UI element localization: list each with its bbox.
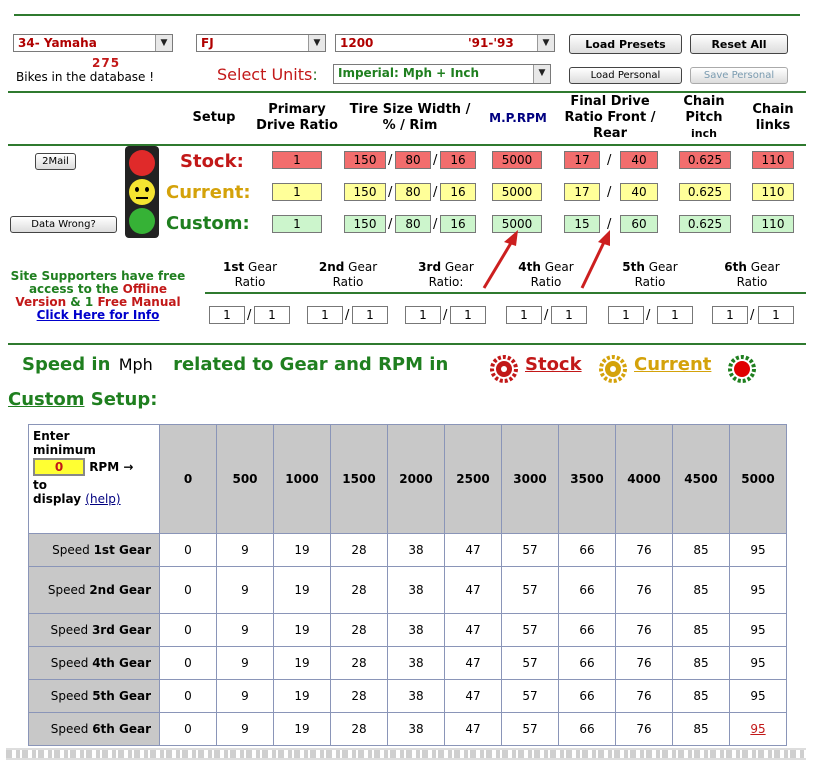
slash: / — [433, 185, 438, 200]
display-row — [33, 492, 155, 506]
bikes-in-database-label: Bikes in the database ! — [16, 70, 155, 84]
speed-title-setup: Setup: — [90, 389, 158, 410]
speed-cell: 38 — [388, 647, 445, 680]
gear-row-label — [29, 713, 160, 746]
rpm-header: 3500 — [559, 425, 616, 534]
gear-row-gear: 3rd Gear — [91, 623, 151, 637]
current-primary[interactable]: 1 — [272, 183, 322, 201]
current-front[interactable]: 17 — [564, 183, 600, 201]
speed-cell: 38 — [388, 567, 445, 614]
supporters-note — [8, 270, 188, 322]
gear-row-prefix: Speed — [47, 583, 90, 597]
current-gear-icon[interactable] — [599, 355, 627, 383]
gear4-ratio-b[interactable]: 1 — [551, 306, 587, 324]
rpm-header: 5000 — [730, 425, 787, 534]
stock-tire-rim[interactable]: 16 — [440, 151, 476, 169]
gear-rule — [205, 292, 806, 294]
slash: / — [607, 153, 612, 168]
gear-header-1 — [210, 260, 290, 290]
speed-cell: 0 — [160, 680, 217, 713]
speed-cell: 38 — [388, 713, 445, 746]
supporters-manual: Free Manual — [97, 295, 181, 309]
current-rpm[interactable]: 5000 — [492, 183, 542, 201]
gear3-ratio-a[interactable]: 1 — [405, 306, 441, 324]
speed-cell: 9 — [217, 647, 274, 680]
speed-cell: 57 — [502, 680, 559, 713]
units-select[interactable] — [333, 64, 551, 84]
custom-rpm[interactable]: 5000 — [492, 215, 542, 233]
speed-cell: 9 — [217, 680, 274, 713]
speed-title-w1: Speed in — [22, 354, 111, 375]
gear-word: Gear — [648, 260, 678, 274]
gear-word: Gear — [544, 260, 574, 274]
row-label-current: Current: — [166, 182, 251, 203]
speed-cell: 28 — [331, 567, 388, 614]
help-link[interactable]: (help) — [85, 492, 121, 506]
speed-cell: 0 — [160, 614, 217, 647]
speed-cell: 47 — [445, 713, 502, 746]
model-select-value: FJ — [201, 36, 214, 50]
stock-link[interactable]: Stock — [525, 354, 582, 375]
rpm-arrow-label: RPM → — [89, 460, 134, 474]
gear-num: 1st — [222, 260, 245, 274]
stock-primary[interactable]: 1 — [272, 151, 322, 169]
stock-pitch[interactable]: 0.625 — [679, 151, 731, 169]
speed-cell: 57 — [502, 614, 559, 647]
speed-cell: 0 — [160, 647, 217, 680]
speed-cell: 76 — [616, 713, 673, 746]
speed-cell: 28 — [331, 713, 388, 746]
speed-cell: 85 — [673, 534, 730, 567]
rpm-header: 3000 — [502, 425, 559, 534]
speed-cell: 76 — [616, 534, 673, 567]
slash: / — [433, 217, 438, 232]
header-pitch — [674, 94, 734, 142]
make-select[interactable] — [13, 34, 173, 52]
gear3-ratio-b[interactable]: 1 — [450, 306, 486, 324]
speed-cell: 19 — [274, 713, 331, 746]
row-label-custom: Custom: — [166, 213, 250, 234]
gear-header-2 — [308, 260, 388, 290]
gear-sub: Ratio — [530, 275, 562, 289]
speed-cell: 95 — [730, 567, 787, 614]
stock-rear[interactable]: 40 — [620, 151, 658, 169]
year-select-cc: 1200 — [340, 36, 374, 50]
select-units-colon: : — [312, 65, 318, 84]
table-header-row — [29, 425, 787, 534]
header-pitch-unit: inch — [691, 127, 717, 140]
gear-num: 3rd — [418, 260, 442, 274]
stock-rpm[interactable]: 5000 — [492, 151, 542, 169]
gear-sub: Ratio: — [428, 275, 464, 289]
speed-cell: 47 — [445, 567, 502, 614]
header-tire: Tire Size Width / % / Rim — [349, 102, 471, 133]
rpm-header: 0 — [160, 425, 217, 534]
speed-cell: 76 — [616, 647, 673, 680]
speed-cell: 95 — [730, 534, 787, 567]
gear6-ratio-a[interactable]: 1 — [712, 306, 748, 324]
gear5-ratio-a[interactable]: 1 — [608, 306, 644, 324]
speed-cell: 9 — [217, 614, 274, 647]
slash: / — [247, 308, 252, 323]
display-label: display — [33, 492, 82, 506]
rpm-header: 2500 — [445, 425, 502, 534]
stock-tire-width[interactable]: 150 — [344, 151, 386, 169]
gear-row-label — [29, 567, 160, 614]
gear-row-label — [29, 614, 160, 647]
save-personal-button[interactable]: Save Personal — [690, 67, 788, 84]
gear-sub: Ratio — [234, 275, 266, 289]
gear-sub: Ratio — [634, 275, 666, 289]
slash: / — [388, 185, 393, 200]
speed-cell: 19 — [274, 680, 331, 713]
row-label-stock: Stock: — [180, 151, 244, 172]
gear-row-gear: 4th Gear — [92, 656, 151, 670]
model-select[interactable] — [196, 34, 326, 52]
gear5-ratio-b[interactable]: 1 — [657, 306, 693, 324]
gear1-ratio-b[interactable]: 1 — [254, 306, 290, 324]
gear-num: 6th — [724, 260, 747, 274]
rule-4 — [8, 343, 806, 345]
header-setup: Setup — [192, 110, 236, 125]
load-personal-button[interactable]: Load Personal — [569, 67, 682, 84]
speed-title — [22, 354, 448, 375]
reset-all-button[interactable]: Reset All — [690, 34, 788, 54]
custom-front[interactable]: 15 — [564, 215, 600, 233]
speed-cell: 38 — [388, 680, 445, 713]
speed-cell: 85 — [673, 680, 730, 713]
speed-cell: 47 — [445, 680, 502, 713]
load-presets-button[interactable]: Load Presets — [569, 34, 682, 54]
table-row — [29, 534, 787, 567]
speed-cell: 95 — [730, 647, 787, 680]
slash: / — [443, 308, 448, 323]
speed-cell: 19 — [274, 647, 331, 680]
rpm-header: 500 — [217, 425, 274, 534]
chevron-down-icon: ▼ — [308, 35, 325, 51]
gear-header-6 — [712, 260, 792, 290]
minimum-label: minimum — [33, 443, 96, 457]
stock-links[interactable]: 110 — [752, 151, 794, 169]
speed-cell: 66 — [559, 534, 616, 567]
speed-cell: 19 — [274, 567, 331, 614]
gear-word: Gear — [348, 260, 378, 274]
speed-cell: 85 — [673, 614, 730, 647]
speed-cell: 9 — [217, 567, 274, 614]
supporters-line2a: access to the — [28, 282, 123, 296]
custom-tire-pct[interactable]: 80 — [395, 215, 431, 233]
slash: / — [544, 308, 549, 323]
speed-cell: 38 — [388, 614, 445, 647]
min-rpm-input[interactable]: 0 — [33, 458, 85, 476]
speed-cell: 76 — [616, 614, 673, 647]
speed-cell: 9 — [217, 534, 274, 567]
gear2-ratio-a[interactable]: 1 — [307, 306, 343, 324]
gear-sub: Ratio — [332, 275, 364, 289]
gear-num: 5th — [622, 260, 645, 274]
speed-cell: 85 — [673, 647, 730, 680]
gear-num: 4th — [518, 260, 541, 274]
select-units-text: Select Units — [217, 65, 313, 84]
data-wrong-button[interactable]: Data Wrong? — [10, 216, 117, 233]
speed-cell: 57 — [502, 534, 559, 567]
rpm-header: 1500 — [331, 425, 388, 534]
header-pitch-text: Chain Pitch — [683, 94, 725, 125]
gear-word: Gear — [750, 260, 780, 274]
supporters-and: & 1 — [66, 295, 98, 309]
table-row — [29, 567, 787, 614]
speed-cell: 66 — [559, 647, 616, 680]
speed-title-unit: Mph — [118, 355, 153, 374]
gear2-ratio-b[interactable]: 1 — [352, 306, 388, 324]
speed-cell: 76 — [616, 567, 673, 614]
chain-divider — [6, 748, 806, 760]
supporters-offline: Offline — [122, 282, 168, 296]
traffic-light-icon — [125, 146, 159, 238]
make-select-value: 34- Yamaha — [18, 36, 97, 50]
speed-cell: 0 — [160, 567, 217, 614]
custom-tire-width[interactable]: 150 — [344, 215, 386, 233]
custom-links[interactable]: 110 — [752, 215, 794, 233]
speed-cell: 0 — [160, 534, 217, 567]
slash: / — [750, 308, 755, 323]
chevron-down-icon: ▼ — [155, 35, 172, 51]
slash: / — [388, 153, 393, 168]
supporters-version: Version — [15, 295, 67, 309]
speed-cell: 47 — [445, 647, 502, 680]
speed-cell: 19 — [274, 534, 331, 567]
gear-num: 2nd — [318, 260, 345, 274]
gear1-ratio-a[interactable]: 1 — [209, 306, 245, 324]
current-tire-pct[interactable]: 80 — [395, 183, 431, 201]
table-row — [29, 713, 787, 746]
gear-word: Gear — [248, 260, 278, 274]
gear-row-prefix: Speed — [50, 689, 93, 703]
speed-cell: 28 — [331, 680, 388, 713]
custom-primary[interactable]: 1 — [272, 215, 322, 233]
speed-cell: 19 — [274, 614, 331, 647]
custom-tire-rim[interactable]: 16 — [440, 215, 476, 233]
year-select[interactable] — [335, 34, 555, 52]
custom-gear-icon[interactable] — [728, 355, 756, 383]
speed-cell: 76 — [616, 680, 673, 713]
stock-tire-pct[interactable]: 80 — [395, 151, 431, 169]
speed-title-line2 — [8, 389, 157, 410]
current-link[interactable]: Current — [634, 354, 712, 375]
stock-front[interactable]: 17 — [564, 151, 600, 169]
supporters-line1: Site Supporters have free — [10, 269, 186, 283]
gear-header-3 — [406, 260, 486, 290]
min-rpm-row — [33, 458, 155, 476]
top-rule — [14, 14, 800, 16]
gear-row-gear: 2nd Gear — [89, 583, 151, 597]
gear-row-prefix: Speed — [50, 722, 93, 736]
speed-title-w2: related to Gear and RPM in — [173, 354, 449, 375]
speed-cell: 85 — [673, 567, 730, 614]
current-links[interactable]: 110 — [752, 183, 794, 201]
current-pitch[interactable]: 0.625 — [679, 183, 731, 201]
header-primary: Primary Drive Ratio — [256, 102, 338, 133]
gear-row-prefix: Speed — [52, 543, 94, 557]
current-rear[interactable]: 40 — [620, 183, 658, 201]
speed-cell: 85 — [673, 713, 730, 746]
speed-cell: 57 — [502, 647, 559, 680]
speed-cell: 28 — [331, 534, 388, 567]
speed-table — [28, 424, 787, 746]
slash: / — [607, 217, 612, 232]
supporters-link[interactable]: Click Here for Info — [36, 308, 160, 322]
speed-cell: 66 — [559, 567, 616, 614]
speed-cell: 57 — [502, 713, 559, 746]
speed-cell: 66 — [559, 680, 616, 713]
gear-row-label — [29, 647, 160, 680]
chevron-down-icon: ▼ — [533, 65, 550, 83]
slash: / — [607, 185, 612, 200]
gear-header-4 — [506, 260, 586, 290]
slash: / — [646, 308, 651, 323]
speed-cell: 95 — [730, 680, 787, 713]
gear6-ratio-b[interactable]: 1 — [758, 306, 794, 324]
current-tire-width[interactable]: 150 — [344, 183, 386, 201]
slash: / — [388, 217, 393, 232]
units-select-value: Imperial: Mph + Inch — [338, 66, 480, 80]
enter-minimum-cell — [29, 425, 160, 534]
slash: / — [433, 153, 438, 168]
gear-row-label — [29, 534, 160, 567]
to-label: to — [33, 478, 47, 492]
speed-cell: 38 — [388, 534, 445, 567]
speed-cell: 28 — [331, 647, 388, 680]
gear-row-gear: 6th Gear — [92, 722, 151, 736]
speed-cell: 57 — [502, 567, 559, 614]
custom-rear[interactable]: 60 — [620, 215, 658, 233]
speed-cell: 28 — [331, 614, 388, 647]
rule-2 — [8, 91, 806, 93]
rpm-header: 4500 — [673, 425, 730, 534]
speed-cell: 0 — [160, 713, 217, 746]
gear-row-prefix: Speed — [50, 656, 93, 670]
table-row — [29, 680, 787, 713]
enter-label: Enter — [33, 429, 70, 443]
gear4-ratio-a[interactable]: 1 — [506, 306, 542, 324]
header-links: Chain links — [752, 102, 794, 133]
gear-header-5 — [610, 260, 690, 290]
header-final: Final Drive Ratio Front / Rear — [564, 94, 656, 141]
speed-cell: 66 — [559, 614, 616, 647]
current-tire-rim[interactable]: 16 — [440, 183, 476, 201]
rpm-header: 1000 — [274, 425, 331, 534]
gear-row-label — [29, 680, 160, 713]
speed-cell: 66 — [559, 713, 616, 746]
gear-word: Gear — [444, 260, 474, 274]
header-mprpm: M.P.RPM — [489, 111, 547, 125]
slash: / — [345, 308, 350, 323]
table-row — [29, 614, 787, 647]
select-units-label — [217, 65, 318, 84]
table-row — [29, 647, 787, 680]
gear-row-gear: 1st Gear — [93, 543, 151, 557]
gear-row-gear: 5th Gear — [92, 689, 151, 703]
mail-button[interactable]: 2Mail — [35, 153, 76, 170]
rpm-header: 4000 — [616, 425, 673, 534]
chevron-down-icon: ▼ — [537, 35, 554, 51]
speed-cell: 47 — [445, 534, 502, 567]
speed-cell: 9 — [217, 713, 274, 746]
bike-count: 275 — [92, 56, 121, 70]
gear-row-prefix: Speed — [50, 623, 92, 637]
year-select-years: '91-'93 — [468, 36, 514, 50]
speed-cell: 95 — [730, 614, 787, 647]
speed-cell[interactable]: 95 — [730, 713, 787, 746]
stock-gear-icon[interactable] — [490, 355, 518, 383]
rpm-header: 2000 — [388, 425, 445, 534]
custom-pitch[interactable]: 0.625 — [679, 215, 731, 233]
speed-cell: 47 — [445, 614, 502, 647]
custom-link[interactable]: Custom — [8, 389, 85, 410]
gear-sub: Ratio — [736, 275, 768, 289]
